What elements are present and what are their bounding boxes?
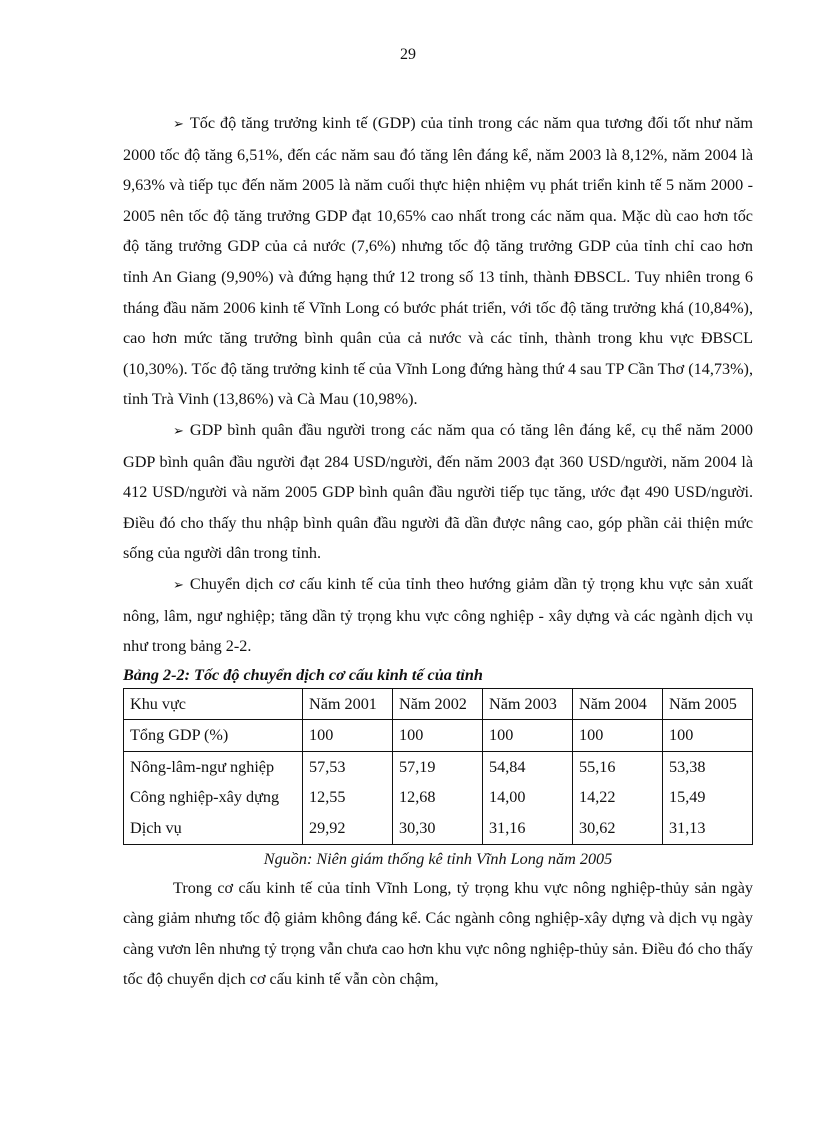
table-header-cell: Năm 2001 — [303, 688, 393, 720]
table-cell: 15,49 — [663, 782, 753, 813]
table-cell: 31,13 — [663, 813, 753, 844]
table-cell: 100 — [393, 720, 483, 752]
table-cell: 12,68 — [393, 782, 483, 813]
table-header-row — [124, 688, 753, 720]
table-row — [124, 720, 753, 752]
table-cell: 12,55 — [303, 782, 393, 813]
paragraph-text: Tốc độ tăng trưởng kinh tế (GDP) của tỉnh trong các năm qua tương đối tốt như năm 2000 tốc độ tăng 6,51%, đến các năm sau đó tăng lên đáng kể, năm 2003 là 8,12%, năm 2004 là 9,63% và tiếp tục đến năm 2005 là năm cuối thực hiện nhiệm vụ phát triển kinh tế 5 năm 2000 - 2005 nên tốc độ tăng trưởng GDP đạt 10,65% cao nhất trong các năm qua. Mặc dù cao hơn tốc độ tăng trưởng GDP của cả nước (7,6%) nhưng tốc độ tăng trưởng GDP của tỉnh chỉ cao hơn tỉnh An Giang (9,90%) và đứng hạng thứ 12 trong số 13 tỉnh, thành ĐBSCL. Tuy nhiên trong 6 tháng đầu năm 2006 kinh tế Vĩnh Long có bước phát triển, với tốc độ tăng trưởng khá (10,84%), cao hơn mức tăng trưởng bình quân của cả nước và các tỉnh, thành trong khu vực ĐBSCL (10,30%). Tốc độ tăng trưởng kinh tế của Vĩnh Long đứng hàng thứ 4 sau TP Cần Thơ (14,73%), tỉnh Trà Vinh (13,86%) và Cà Mau (10,98%). — [123, 114, 753, 409]
table-source-note: Nguồn: Niên giám thống kê tỉnh Vĩnh Long năm 2005 — [263, 849, 613, 868]
table-cell: 53,38 — [663, 751, 753, 782]
table-cell: 29,92 — [303, 813, 393, 844]
paragraph-analysis: Trong cơ cấu kinh tế của tỉnh Vĩnh Long, tỷ trọng khu vực nông nghiệp-thủy sản ngày càng giảm nhưng tốc độ giảm không đáng kể. Các ngành công nghiệp-xây dựng và dịch vụ ngày càng vươn lên nhưng tỷ trọng vẫn chưa cao hơn khu vực nông nghiệp-thủy sản. Điều đó cho thấy tốc độ chuyển dịch cơ cấu kinh tế vẫn còn chậm, — [123, 878, 753, 989]
table-header-cell: Năm 2003 — [483, 688, 573, 720]
table-header-cell: Năm 2005 — [663, 688, 753, 720]
table-row — [124, 813, 753, 844]
paragraph-gdp-per-capita — [123, 415, 753, 569]
table-row — [124, 782, 753, 813]
table-header-cell: Năm 2002 — [393, 688, 483, 720]
table-cell: Công nghiệp-xây dựng — [124, 782, 303, 813]
table-cell: 54,84 — [483, 751, 573, 782]
table-cell: 14,00 — [483, 782, 573, 813]
paragraph-structure-shift — [123, 569, 753, 662]
document-body — [123, 108, 753, 995]
table-cell: 57,19 — [393, 751, 483, 782]
arrow-bullet-icon: ➢ — [173, 422, 184, 438]
table-cell: 14,22 — [573, 782, 663, 813]
table-cell: Nông-lâm-ngư nghiệp — [124, 751, 303, 782]
table-header-cell: Khu vực — [124, 688, 303, 720]
table-cell: 57,53 — [303, 751, 393, 782]
table-cell: 30,62 — [573, 813, 663, 844]
paragraph-gdp-growth — [123, 108, 753, 415]
paragraph-text: GDP bình quân đầu người trong các năm qua có tăng lên đáng kể, cụ thể năm 2000 GDP bình quân đầu người đạt 284 USD/người, đến năm 2003 đạt 360 USD/người, năm 2004 là 412 USD/người và năm 2005 GDP bình quân đầu người tiếp tục tăng, ước đạt 490 USD/người. Điều đó cho thấy thu nhập bình quân đầu người đã dần được nâng cao, góp phần cải thiện mức sống của người dân trong tỉnh. — [123, 420, 753, 563]
table-cell: 31,16 — [483, 813, 573, 844]
paragraph-text: Chuyển dịch cơ cấu kinh tế của tỉnh theo hướng giảm dần tỷ trọng khu vực sản xuất nông, lâm, ngư nghiệp; tăng dần tỷ trọng khu vực công nghiệp - xây dựng và các ngành dịch vụ như trong bảng 2-2. — [123, 574, 753, 656]
table-cell: 100 — [573, 720, 663, 752]
arrow-bullet-icon: ➢ — [173, 116, 184, 131]
table-cell: 55,16 — [573, 751, 663, 782]
table-cell: Dịch vụ — [124, 813, 303, 844]
table-cell: 100 — [303, 720, 393, 752]
table-cell: 100 — [663, 720, 753, 752]
economic-structure-table — [123, 688, 753, 845]
table-caption: Bảng 2-2: Tốc độ chuyển dịch cơ cấu kinh tế của tỉnh — [123, 665, 483, 684]
table-cell: 30,30 — [393, 813, 483, 844]
table-cell: Tổng GDP (%) — [124, 720, 303, 752]
table-cell: 100 — [483, 720, 573, 752]
table-row — [124, 751, 753, 782]
page-number: 29 — [400, 46, 416, 63]
table-header-cell: Năm 2004 — [573, 688, 663, 720]
arrow-bullet-icon: ➢ — [173, 576, 184, 592]
